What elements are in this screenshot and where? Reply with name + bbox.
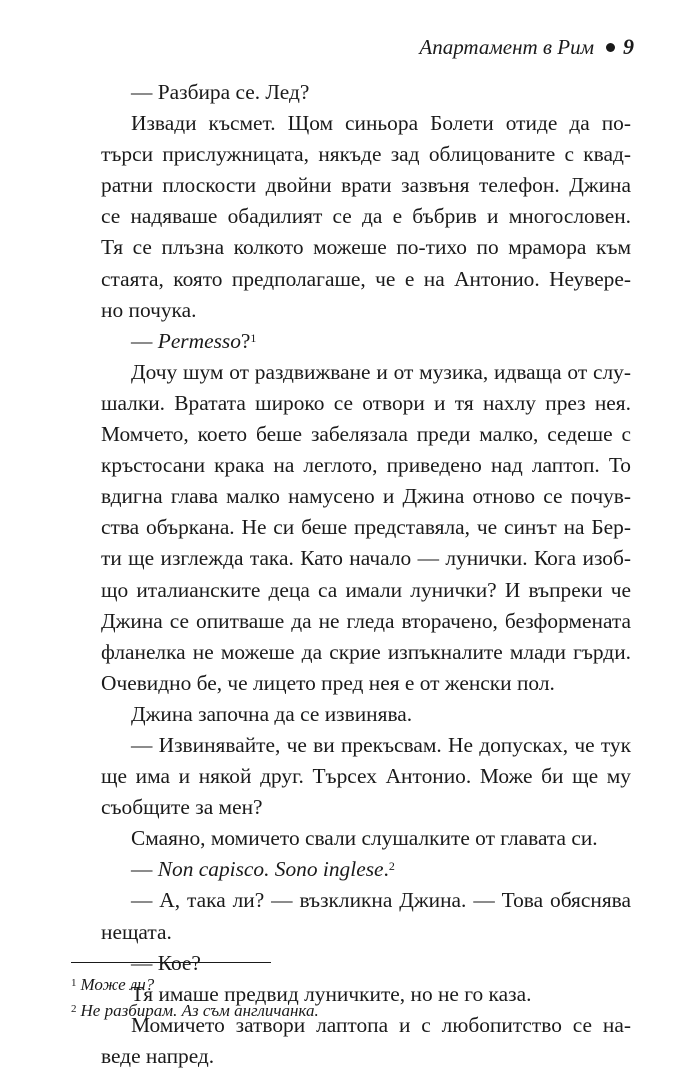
italic-phrase: Permesso xyxy=(157,328,241,353)
text-line: ще има и някой друг. Търсех Антонио. Може би ще му xyxy=(101,764,631,789)
dash: — xyxy=(131,328,158,353)
text-line: кръстосани крака на леглото, приведено над лаптоп. То xyxy=(101,453,631,478)
text-line: Момичето затвори лаптопа и с любопитство се на- xyxy=(131,1012,631,1037)
paragraph xyxy=(71,885,631,947)
text-line: ти ще изглежда така. Като начало — лунички. Кога изоб- xyxy=(101,546,631,571)
footnote-mark: 1 xyxy=(71,977,77,989)
text-line: стаята, която предполагаше, че е на Антонио. Неувере- xyxy=(101,266,631,291)
text-line: — Извинявайте, че ви прекъсвам. Не допусках, че тук xyxy=(131,732,631,757)
text-line: Дочу шум от раздвижване и от музика, идваща от слу- xyxy=(131,359,631,384)
text-line: Тя се плъзна колкото можеше по-тихо по мрамора към xyxy=(101,235,631,260)
paragraph xyxy=(71,357,631,699)
text-line: Джина започна да се извинява. xyxy=(131,701,413,726)
punctuation: . xyxy=(383,857,389,882)
text-line: фланелка не можеше да скрие изпъкналите млади гърди. xyxy=(101,639,631,664)
paragraph xyxy=(71,699,631,730)
bullet-separator-icon xyxy=(606,43,615,52)
text-line: що италианските деца са имали лунички? И въпреки че xyxy=(101,577,631,602)
text-line: — Разбира се. Лед? xyxy=(131,80,310,104)
book-title: Апартамент в Рим xyxy=(419,35,594,59)
footnote-text: Може ли? xyxy=(80,975,155,994)
footnote-1 xyxy=(71,972,631,998)
text-line: — Кое? xyxy=(131,950,201,975)
paragraph xyxy=(71,326,631,357)
footnote-reference: 2 xyxy=(388,859,395,874)
text-line: веде напред. xyxy=(101,1043,215,1068)
footnote-mark: 2 xyxy=(71,1003,77,1015)
page-number: 9 xyxy=(623,34,634,59)
footnotes xyxy=(71,972,631,1024)
footnote-reference: 1 xyxy=(250,330,257,345)
text-line: — А, така ли? — възкликна Джина. — Това обяснява xyxy=(131,888,631,913)
text-line: вдигна глава малко намусено и Джина отново се почув- xyxy=(101,484,631,509)
text-line: нещата. xyxy=(101,919,172,944)
text-line: Тя имаше предвид луничките, но не го каза. xyxy=(131,981,532,1006)
italic-phrase: Non capisco. Sono inglese xyxy=(157,857,384,882)
text-line: съобщите за мен? xyxy=(101,795,263,820)
punctuation: ? xyxy=(240,328,251,353)
paragraph xyxy=(71,77,631,108)
dialogue-line xyxy=(71,854,631,885)
text-line: Момчето, което беше забелязала преди малко, седеше с xyxy=(101,422,631,447)
dash: — xyxy=(131,857,158,882)
text-line: се надяваше обадилият се да е бъбрив и многословен. xyxy=(101,204,631,229)
footnote-separator xyxy=(71,962,271,963)
running-header xyxy=(419,34,634,60)
footnote-text: Не разбирам. Аз съм англичанка. xyxy=(80,1001,319,1020)
text-line: но почука. xyxy=(101,297,197,322)
text-line: Очевидно бе, че лицето пред нея е от женски пол. xyxy=(101,670,555,695)
body-text xyxy=(71,77,631,1072)
paragraph xyxy=(71,854,631,885)
paragraph xyxy=(71,823,631,854)
footnote-2 xyxy=(71,998,631,1024)
text-line: ства объркана. Не си беше представяла, че синът на Бер- xyxy=(101,515,631,540)
paragraph xyxy=(71,108,631,326)
dialogue-line xyxy=(71,326,631,357)
text-line: Извади късмет. Щом синьора Болети отиде да по- xyxy=(131,111,631,136)
text-line: Джина се опитваше да не гледа вторачено, безформената xyxy=(101,608,631,633)
text-line: Смаяно, момичето свали слушалките от главата си. xyxy=(131,826,598,851)
text-line: шалки. Вратата широко се отвори и тя нахлу през нея. xyxy=(101,390,631,415)
text-line: търси прислужницата, някъде зад облицованите с квад- xyxy=(101,142,631,167)
text-line: ратни плоскости двойни врати зазвъня телефон. Джина xyxy=(101,173,631,198)
paragraph xyxy=(71,730,631,823)
